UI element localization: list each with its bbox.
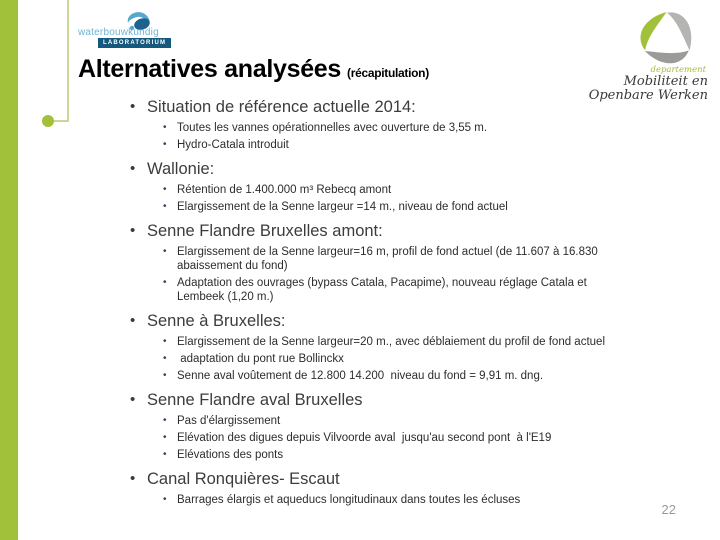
sub-item <box>163 200 650 214</box>
connector-vertical-line <box>67 0 69 122</box>
sub-item-text: Adaptation des ouvrages (bypass Catala, Pacapime), nouveau réglage Catala et Lembeek (1,20 m.) <box>177 277 590 303</box>
level2-bullet-icon: • <box>163 449 167 460</box>
level1-bullet-icon: • <box>130 160 136 177</box>
section-title-row <box>130 310 650 332</box>
level2-bullet-icon: • <box>163 432 167 443</box>
section-title: Senne à Bruxelles: <box>147 312 286 330</box>
sub-item-text: adaptation du pont rue Bollinckx <box>177 353 344 365</box>
sub-item-text: Rétention de 1.400.000 m³ Rebecq amont <box>177 184 392 196</box>
slide-title-suffix: (récapitulation) <box>347 66 429 80</box>
level1-bullet-icon: • <box>130 98 136 115</box>
slide-title-text: Alternatives analysées <box>78 55 342 83</box>
mow-logo <box>576 8 708 103</box>
level2-bullet-icon: • <box>163 139 167 150</box>
sub-item <box>163 276 650 304</box>
sub-item <box>163 493 650 507</box>
sub-item <box>163 414 650 428</box>
section-title: Canal Ronquières- Escaut <box>147 470 340 488</box>
level2-bullet-icon: • <box>163 370 167 381</box>
section-items <box>130 183 650 214</box>
section-title: Senne Flandre aval Bruxelles <box>147 391 363 409</box>
level2-bullet-icon: • <box>163 246 167 257</box>
section-title: Situation de référence actuelle 2014: <box>147 98 416 116</box>
level2-bullet-icon: • <box>163 277 167 288</box>
bullet-section <box>130 468 650 507</box>
sub-item-text: Elargissement de la Senne largeur=20 m., avec déblaiement du profil de fond actuel <box>177 336 605 348</box>
level1-bullet-icon: • <box>130 391 136 408</box>
mow-line1-text: Mobiliteit en <box>623 74 708 89</box>
sub-item <box>163 138 650 152</box>
section-title: Wallonie: <box>147 160 215 178</box>
level2-bullet-icon: • <box>163 122 167 133</box>
level2-bullet-icon: • <box>163 184 167 195</box>
level1-bullet-icon: • <box>130 470 136 487</box>
sub-item-text: Elévation des digues depuis Vilvoorde aval jusqu'au second pont à l'E19 <box>177 432 552 444</box>
sub-item <box>163 121 650 135</box>
sub-item <box>163 431 650 445</box>
bullet-section <box>130 220 650 304</box>
page-number: 22 <box>661 502 676 517</box>
laboratorium-logo-text: LABORATORIUM <box>98 38 171 48</box>
level2-bullet-icon: • <box>163 415 167 426</box>
sub-item <box>163 369 650 383</box>
section-items <box>130 335 650 383</box>
section-title-row <box>130 158 650 180</box>
level2-bullet-icon: • <box>163 353 167 364</box>
bullet-section <box>130 158 650 214</box>
sub-item <box>163 183 650 197</box>
section-items <box>130 121 650 152</box>
sub-item <box>163 448 650 462</box>
sub-item <box>163 352 650 366</box>
level2-bullet-icon: • <box>163 336 167 347</box>
connector-dot <box>42 115 54 127</box>
level1-bullet-icon: • <box>130 312 136 329</box>
sub-item <box>163 335 650 349</box>
mow-triangle-icon <box>640 8 694 64</box>
section-title-row <box>130 96 650 118</box>
mow-line2-text: Openbare Werken <box>588 88 708 103</box>
bullet-section <box>130 310 650 383</box>
sub-item <box>163 245 650 273</box>
section-title-row <box>130 468 650 490</box>
section-title-row <box>130 389 650 411</box>
sub-item-text: Elargissement de la Senne largeur=16 m, profil de fond actuel (de 11.607 à 16.830 abaissement du fond) <box>177 246 601 272</box>
slide-title <box>78 55 429 84</box>
level2-bullet-icon: • <box>163 494 167 505</box>
sub-item-text: Barrages élargis et aqueducs longitudinaux dans toutes les écluses <box>177 494 521 506</box>
section-items <box>130 414 650 462</box>
content-sections <box>130 92 650 513</box>
connector-horizontal-line <box>53 120 68 122</box>
sub-item-text: Toutes les vannes opérationnelles avec ouverture de 3,55 m. <box>177 122 488 134</box>
bullet-section <box>130 389 650 462</box>
waterbouwkundig-logo-text: waterbouwkundig <box>78 27 159 38</box>
mow-departement-text: departement <box>650 65 706 75</box>
level2-bullet-icon: • <box>163 201 167 212</box>
section-title: Senne Flandre Bruxelles amont: <box>147 222 383 240</box>
left-accent-bar <box>0 0 18 540</box>
section-title-row <box>130 220 650 242</box>
sub-item-text: Elévations des ponts <box>177 449 284 461</box>
sub-item-text: Senne aval voûtement de 12.800 14.200 niveau du fond = 9,91 m. dng. <box>177 370 544 382</box>
sub-item-text: Hydro-Catala introduit <box>177 139 289 151</box>
level1-bullet-icon: • <box>130 222 136 239</box>
sub-item-text: Elargissement de la Senne largeur =14 m., niveau de fond actuel <box>177 201 508 213</box>
sub-item-text: Pas d'élargissement <box>177 415 281 427</box>
section-items <box>130 493 650 507</box>
section-items <box>130 245 650 304</box>
bullet-section <box>130 96 650 152</box>
